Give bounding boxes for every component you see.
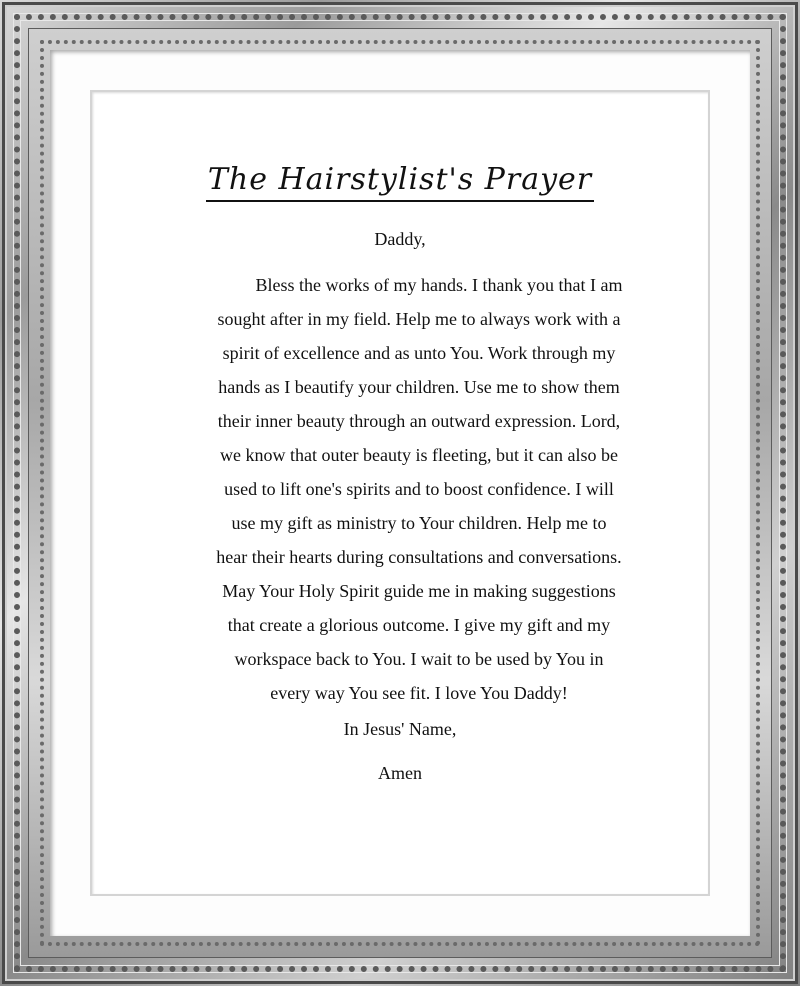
signoff-amen: Amen (378, 763, 422, 783)
salutation: Daddy, (374, 229, 426, 249)
body-line: spirit of excellence and as unto You. Work through my (222, 343, 616, 363)
body-line: use my gift as ministry to Your children. Help me to (231, 513, 607, 533)
prayer-body (196, 268, 642, 710)
body-line: we know that outer beauty is fleeting, but it can also be (220, 445, 618, 465)
body-line: that create a glorious outcome. I give my gift and my (227, 615, 611, 635)
closing-line: In Jesus' Name, (343, 719, 457, 739)
body-line: every way You see fit. I love You Daddy! (270, 683, 568, 703)
body-line: used to lift one's spirits and to boost confidence. I will (224, 479, 614, 499)
body-line: May Your Holy Spirit guide me in making suggestions (222, 581, 616, 601)
title-text: The Hairstylist's Prayer (206, 162, 594, 202)
body-line: hear their hearts during consultations and conversations. (216, 547, 622, 567)
body-line: Bless the works of my hands. I thank you that I am (255, 275, 623, 295)
body-line: their inner beauty through an outward expression. Lord, (217, 411, 621, 431)
body-line: sought after in my field. Help me to always work with a (217, 309, 621, 329)
prayer-document (92, 92, 708, 894)
document-title (92, 162, 708, 202)
body-line: hands as I beautify your children. Use me to show them (218, 377, 620, 397)
body-line: workspace back to You. I wait to be used by You in (234, 649, 604, 669)
